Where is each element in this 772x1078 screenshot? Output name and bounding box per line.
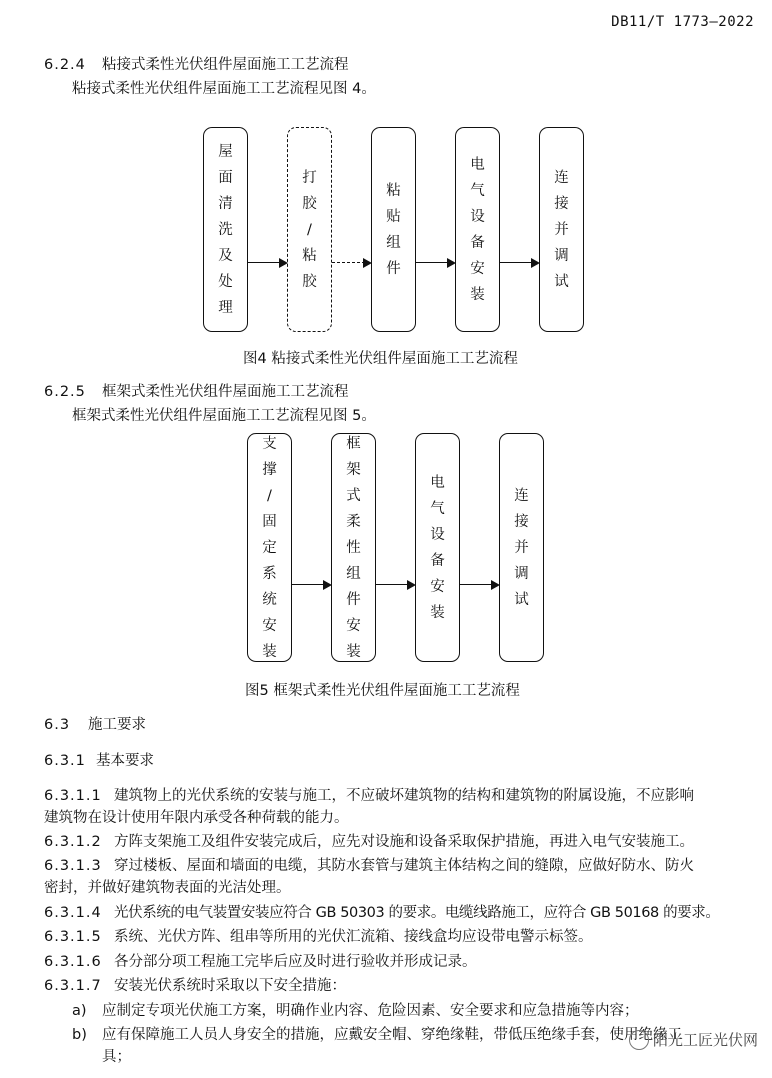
fig4-step-5-char: 连: [554, 169, 569, 186]
fig4-step-1-char: 及: [218, 247, 233, 264]
fig4-step-5-char: 并: [554, 221, 569, 238]
fig5-step-1-char: 系: [262, 565, 277, 582]
section-number: 6.2.4: [44, 57, 86, 73]
section-6-3-1-heading: [44, 751, 154, 771]
fig5-step-1-char: 装: [262, 643, 277, 660]
fig5-step-2-char: 性: [346, 539, 361, 556]
section-6-3-heading: [44, 715, 146, 735]
fig4-step-3-char: 件: [386, 260, 401, 277]
fig4-step-4-char: 气: [470, 182, 485, 199]
clause-text: 穿过楼板、屋面和墙面的电缆，其防水套管与建筑主体结构之间的缝隙，应做好防水、防火: [114, 858, 694, 874]
section-title: 基本要求: [96, 753, 154, 769]
fig5-step-1-char: 统: [262, 591, 277, 608]
fig4-step-1-char: 清: [218, 195, 233, 212]
fig5-step-3-char: 电: [430, 474, 445, 491]
fig4-arrow-3: [416, 262, 454, 263]
fig5-step-1-char: 定: [262, 539, 277, 556]
section-number: 6.3: [44, 717, 71, 733]
fig5-step-4-char: 调: [514, 565, 529, 582]
list-marker: b): [72, 1027, 87, 1043]
fig5-arrow-2: [376, 584, 414, 585]
fig5-step-3-char: 气: [430, 500, 445, 517]
fig5-step-2-char: 架: [346, 461, 361, 478]
fig5-step-4-char: 并: [514, 539, 529, 556]
list-item-b: [72, 1024, 682, 1068]
fig5-step-1-char: 撑: [262, 461, 277, 478]
clause-6-3-1-6: [44, 951, 477, 973]
clause-6-3-1-4: [44, 902, 719, 924]
fig5-arrow-3: [460, 584, 498, 585]
fig4-step-4: [455, 127, 500, 332]
fig4-arrow-1: [248, 262, 286, 263]
list-item-a: [72, 1000, 639, 1022]
fig5-step-2-char: 式: [346, 487, 361, 504]
clause-text: 各分部分项工程施工完毕后应及时进行验收并形成记录。: [114, 954, 477, 970]
fig4-step-4-char: 电: [470, 156, 485, 173]
clause-text: 建筑物上的光伏系统的安装与施工，不应破坏建筑物的结构和建筑物的附属设施，不应影响: [114, 788, 694, 804]
document-id: DB11/T 1773—2022: [611, 14, 754, 30]
fig4-step-1: [203, 127, 248, 332]
section-6-2-4-heading: [44, 55, 349, 75]
fig5-step-2-char: 框: [346, 435, 361, 452]
figure-5-caption: 图5 框架式柔性光伏组件屋面施工工艺流程: [245, 683, 520, 699]
fig4-step-4-char: 设: [470, 208, 485, 225]
fig5-step-1-char: 固: [262, 513, 277, 530]
watermark: [629, 1029, 758, 1051]
clause-number: 6.3.1.3: [44, 858, 102, 874]
fig5-step-4: [499, 433, 544, 662]
fig4-arrow-2: [332, 262, 370, 263]
section-6-2-5-heading: [44, 382, 349, 402]
watermark-text: 阳光工匠光伏网: [652, 1030, 758, 1049]
fig4-step-3-char: 粘: [386, 182, 401, 199]
fig5-step-2: [331, 433, 376, 662]
fig4-step-2-char: 打: [302, 169, 317, 186]
fig5-step-3-char: 安: [430, 578, 445, 595]
fig4-step-3-char: 组: [386, 234, 401, 251]
clause-text: 系统、光伏方阵、组串等所用的光伏汇流箱、接线盒均应设带电警示标签。: [114, 929, 593, 945]
list-text: 应有保障施工人员人身安全的措施，应戴安全帽、穿绝缘鞋，带低压绝缘手套，使用绝缘工: [102, 1027, 682, 1043]
fig4-step-1-char: 理: [218, 299, 233, 316]
clause-number: 6.3.1.5: [44, 929, 102, 945]
clause-text-cont: 密封，并做好建筑物表面的光洁处理。: [44, 880, 291, 896]
fig4-step-2-char: /: [307, 221, 312, 238]
fig4-step-2-char: 胶: [302, 195, 317, 212]
fig4-arrow-4: [500, 262, 538, 263]
fig4-step-3-char: 贴: [386, 208, 401, 225]
fig5-step-1: [247, 433, 292, 662]
fig5-step-3: [415, 433, 460, 662]
clause-number: 6.3.1.1: [44, 788, 102, 804]
fig5-step-2-char: 安: [346, 617, 361, 634]
clause-number: 6.3.1.7: [44, 978, 102, 994]
clause-number: 6.3.1.6: [44, 954, 102, 970]
fig5-step-2-char: 组: [346, 565, 361, 582]
fig4-step-4-char: 备: [470, 234, 485, 251]
fig4-step-1-char: 洗: [218, 221, 233, 238]
fig5-arrow-1: [292, 584, 330, 585]
clause-text: 安装光伏系统时采取以下安全措施：: [114, 978, 346, 994]
clause-6-3-1-7: [44, 975, 346, 997]
fig5-step-2-char: 柔: [346, 513, 361, 530]
fig5-step-4-char: 接: [514, 513, 529, 530]
fig4-step-5-char: 调: [554, 247, 569, 264]
fig4-step-3: [371, 127, 416, 332]
fig4-step-1-char: 面: [218, 169, 233, 186]
fig5-step-2-char: 件: [346, 591, 361, 608]
fig5-step-3-char: 备: [430, 552, 445, 569]
fig4-step-1-char: 屋: [218, 143, 233, 160]
clause-text: 光伏系统的电气装置安装应符合 GB 50303 的要求。电缆线路施工，应符合 GB 50168 的要求。: [114, 905, 720, 921]
fig5-step-4-char: 连: [514, 487, 529, 504]
fig4-step-2-char: 胶: [302, 273, 317, 290]
fig5-step-3-char: 设: [430, 526, 445, 543]
clause-number: 6.3.1.4: [44, 905, 102, 921]
fig4-step-4-char: 装: [470, 286, 485, 303]
section-6-2-5-intro: 框架式柔性光伏组件屋面施工工艺流程见图 5。: [72, 408, 376, 424]
wechat-logo-icon: [629, 1030, 649, 1050]
fig5-step-3-char: 装: [430, 604, 445, 621]
fig5-step-1-char: 支: [262, 435, 277, 452]
fig5-step-2-char: 装: [346, 643, 361, 660]
section-title: 框架式柔性光伏组件屋面施工工艺流程: [102, 384, 349, 400]
fig4-step-5-char: 试: [554, 273, 569, 290]
fig4-step-5-char: 接: [554, 195, 569, 212]
list-text-cont: 具；: [102, 1049, 131, 1065]
section-title: 粘接式柔性光伏组件屋面施工工艺流程: [102, 57, 349, 73]
fig4-step-2: [287, 127, 332, 332]
clause-text: 方阵支架施工及组件安装完成后，应先对设施和设备采取保护措施，再进入电气安装施工。: [114, 834, 694, 850]
list-marker: a): [72, 1003, 87, 1019]
fig4-step-2-char: 粘: [302, 247, 317, 264]
fig5-step-1-char: 安: [262, 617, 277, 634]
clause-text-cont: 建筑物在设计使用年限内承受各种荷载的能力。: [44, 810, 349, 826]
clause-6-3-1-1: [44, 785, 694, 829]
fig4-step-1-char: 处: [218, 273, 233, 290]
clause-6-3-1-2: [44, 831, 694, 853]
clause-6-3-1-3: [44, 855, 694, 899]
fig4-step-4-char: 安: [470, 260, 485, 277]
fig4-step-5: [539, 127, 584, 332]
section-number: 6.2.5: [44, 384, 86, 400]
section-6-2-4-intro: 粘接式柔性光伏组件屋面施工工艺流程见图 4。: [72, 81, 376, 97]
clause-6-3-1-5: [44, 926, 593, 948]
fig5-step-4-char: 试: [514, 591, 529, 608]
section-title: 施工要求: [88, 717, 146, 733]
clause-number: 6.3.1.2: [44, 834, 102, 850]
list-text: 应制定专项光伏施工方案，明确作业内容、危险因素、安全要求和应急措施等内容；: [102, 1003, 639, 1019]
figure-4-caption: 图4 粘接式柔性光伏组件屋面施工工艺流程: [243, 351, 518, 367]
fig5-step-1-char: /: [267, 487, 272, 504]
section-number: 6.3.1: [44, 753, 86, 769]
